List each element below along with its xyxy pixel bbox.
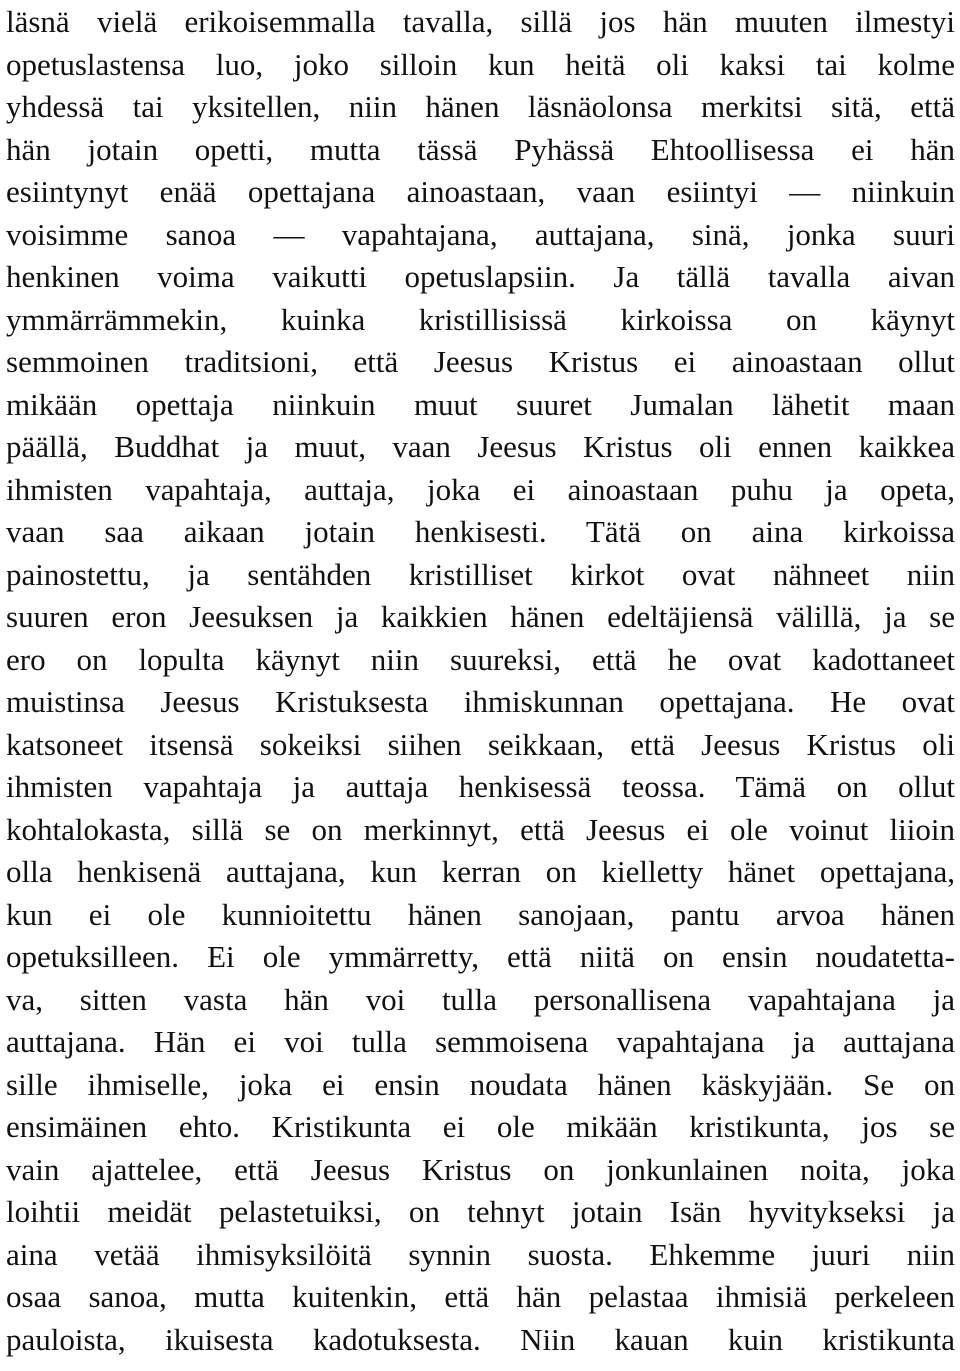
text-line: katsoneet itsensä sokeiksi siihen seikkaan, että Jeesus Kristus oli (6, 726, 955, 762)
text-line: voisimme sanoa — vapahtajana, auttajana, sinä, jonka suuri (6, 216, 955, 252)
text-line: opetuksilleen. Ei ole ymmärretty, että niitä on ensin noudatetta- (6, 939, 955, 974)
text-line: muistinsa Jeesus Kristuksesta ihmiskunnan opettajana. He ovat (6, 684, 955, 719)
text-line: ensimäinen ehto. Kristikunta ei ole mikään kristikunta, jos se (6, 1109, 955, 1144)
text-line: pauloista, ikuisesta kadotuksesta. Niin kauan kuin kristikunta (6, 1321, 955, 1357)
text-line: kun ei ole kunnioitettu hänen sanojaan, pantu arvoa hänen (6, 896, 955, 932)
text-line: mikään opettaja niinkuin muut suuret Jumalan lähetit maan (6, 386, 955, 422)
text-line: aina vetää ihmisyksilöitä synnin suosta. Ehkemme juuri niin (6, 1236, 955, 1272)
text-line: henkinen voima vaikutti opetuslapsiin. Ja tällä tavalla aivan (6, 259, 955, 294)
text-line: osaa sanoa, mutta kuitenkin, että hän pelastaa ihmisiä perkeleen (6, 1279, 955, 1314)
text-line: ymmärrämmekin, kuinka kristillisissä kirkoissa on käynyt (6, 301, 955, 337)
text-line: sille ihmiselle, joka ei ensin noudata hänen käskyjään. Se on (6, 1066, 955, 1102)
document-page (6, 0, 955, 1371)
text-line: esiintynyt enää opettajana ainoastaan, vaan esiintyi — niinkuin (6, 174, 955, 209)
text-line: olla henkisenä auttajana, kun kerran on kielletty hänet opettajana, (6, 854, 955, 889)
text-line: yhdessä tai yksitellen, niin hänen läsnäolonsa merkitsi sitä, että (6, 89, 955, 124)
text-line: ihmisten vapahtaja, auttaja, joka ei ainoastaan puhu ja opeta, (6, 471, 955, 507)
text-line: ero on lopulta käynyt niin suureksi, että he ovat kadottaneet (6, 641, 955, 677)
text-line: semmoinen traditsioni, että Jeesus Kristus ei ainoastaan ollut (6, 344, 955, 379)
text-line: vaan saa aikaan jotain henkisesti. Tätä on aina kirkoissa (6, 514, 955, 549)
text-line: opetuslastensa luo, joko silloin kun heitä oli kaksi tai kolme (6, 46, 955, 82)
text-line: läsnä vielä erikoisemmalla tavalla, sillä jos hän muuten ilmestyi (6, 4, 955, 39)
text-line: päällä, Buddhat ja muut, vaan Jeesus Kristus oli ennen kaikkea (6, 429, 955, 464)
text-line: kohtalokasta, sillä se on merkinnyt, että Jeesus ei ole voinut liioin (6, 811, 955, 847)
text-line: auttajana. Hän ei voi tulla semmoisena vapahtajana ja auttajana (6, 1024, 955, 1059)
text-line: loihtii meidät pelastetuiksi, on tehnyt jotain Isän hyvitykseksi ja (6, 1194, 955, 1229)
text-line: hän jotain opetti, mutta tässä Pyhässä Ehtoollisessa ei hän (6, 131, 955, 167)
text-line: ihmisten vapahtaja ja auttaja henkisessä teossa. Tämä on ollut (6, 769, 955, 804)
text-line: vain ajattelee, että Jeesus Kristus on jonkunlainen noita, joka (6, 1151, 955, 1187)
text-line: painostettu, ja sentähden kristilliset kirkot ovat nähneet niin (6, 556, 955, 592)
text-line: va, sitten vasta hän voi tulla personallisena vapahtajana ja (6, 981, 955, 1017)
text-line: suuren eron Jeesuksen ja kaikkien hänen edeltäjiensä välillä, ja se (6, 599, 955, 634)
